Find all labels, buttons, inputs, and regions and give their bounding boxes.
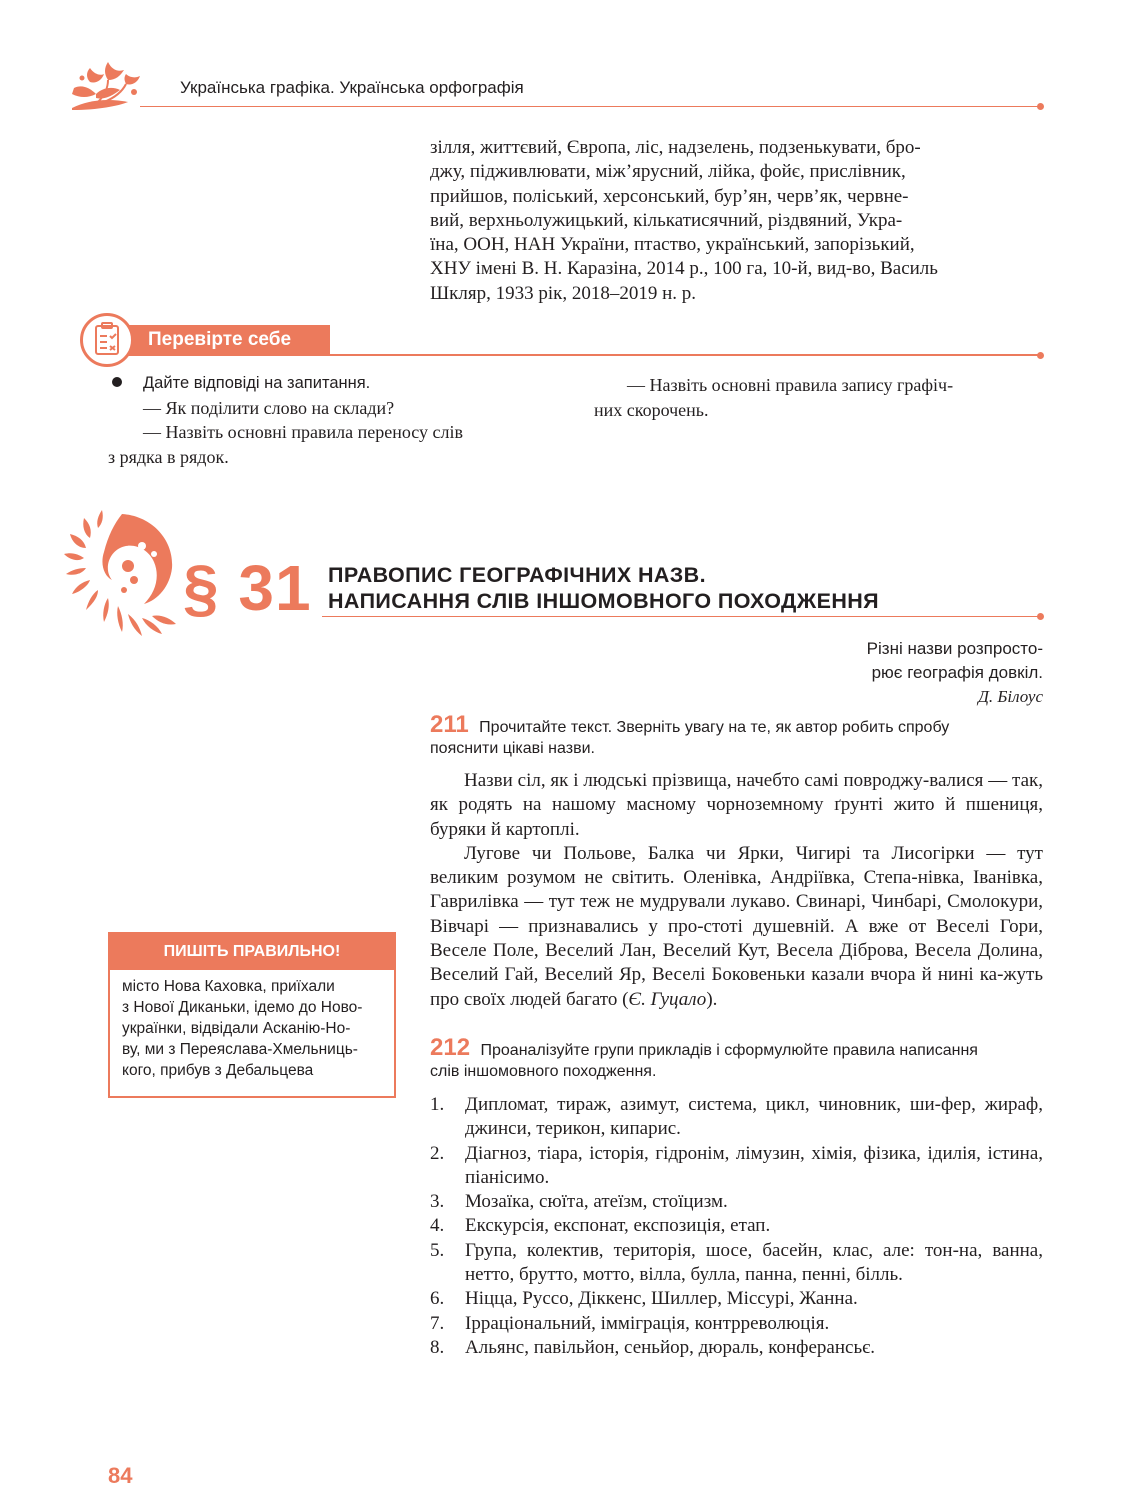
- list-item-text: Діагноз, тіара, історія, гідронім, лімузин, хімія, фізика, ідилія, істина, піанісимо.: [465, 1142, 1043, 1188]
- header-title: Українська графіка. Українська орфографія: [180, 78, 524, 97]
- text-paragraph-2: [430, 842, 1043, 1012]
- instruction-line-2: пояснити цікаві назви.: [430, 740, 595, 757]
- check-rule-dot: [1037, 352, 1044, 359]
- list-item: [430, 1287, 1043, 1311]
- question-3-line-1: — Назвіть основні правила запису графіч-: [627, 375, 954, 395]
- header-flower-ornament: [68, 58, 148, 114]
- header-rule: [140, 106, 1040, 107]
- question-2-line-2: з рядка в рядок.: [108, 446, 229, 467]
- list-item-number: 2.: [430, 1142, 445, 1164]
- instruction-line-1: Прочитайте текст. Зверніть увагу на те, як автор робить спробу: [479, 719, 950, 736]
- write-correctly-line: кого, прибув з Дебальцева: [122, 1062, 314, 1079]
- check-yourself-label: Перевірте себе: [118, 325, 330, 355]
- section-title-rule: [322, 616, 1040, 617]
- epigraph-line-1: Різні назви розпросто-: [866, 639, 1043, 658]
- epigraph: [700, 637, 1043, 709]
- instruction-line-2: слів іншомовного походження.: [430, 1063, 657, 1080]
- list-item-text: Група, колектив, територія, шосе, басейн, клас, але: тон-на, ванна, нетто, брутто, мотто, вілла, булла, панна, пенні, білль.: [465, 1239, 1043, 1286]
- checklist-icon: [83, 316, 131, 364]
- question-3-line-2: них скорочень.: [594, 399, 709, 420]
- text-paragraph-2-body: Лугове чи Польове, Балка чи Ярки, Чигирі та Лисогірки — тут великим розумом не світить. Оленівка, Андріївка, Степа-нівка, Іванівка, Гаврилівка — тут теж не мудрували лукаво. Свинарі, Чинбарі, Смолокури, Вівчарі — признавались у про-стоті душевній. А вже от Веселі Гори, Веселе Поле, Веселий Лан, Веселий Кут, Весела Діброва, Весела Долина, Веселий Гай, Веселий Яр, Веселі Боковеньки казали вчора й нині ка-жуть про своїх людей багато (: [430, 842, 1043, 1010]
- word-list-line: прийшов, поліський, херсонський, бур’ян, черв’як, червне-: [430, 185, 909, 207]
- section-ornament: [62, 506, 182, 641]
- exercise-212-list: [430, 1093, 1043, 1360]
- epigraph-author: Д. Білоус: [978, 687, 1043, 706]
- list-item: [430, 1093, 1043, 1142]
- list-item-number: 1.: [430, 1094, 445, 1115]
- checklist-icon-circle: [80, 313, 134, 367]
- check-yourself-rule: [118, 354, 1043, 356]
- exercise-211-text: [430, 769, 1043, 1012]
- word-list-line: зілля, життєвий, Європа, ліс, надзелень, подзенькувати, бро-: [430, 137, 921, 158]
- questions-right-column: [594, 373, 1044, 422]
- write-correctly-heading: ПИШІТЬ ПРАВИЛЬНО!: [110, 934, 394, 970]
- word-list-line: джу, підживлювати, між’ярусний, лійка, фойє, прислівник,: [430, 161, 906, 183]
- questions-left-column: [108, 371, 560, 469]
- exercise-number: 212: [430, 1034, 471, 1061]
- list-item-text: Ніцца, Руссо, Діккенс, Шиллер, Міссурі, Жанна.: [465, 1288, 858, 1310]
- text-author: Є. Гуцало: [628, 988, 707, 1010]
- write-correctly-line: ву, ми з Переяслава-Хмельниць-: [122, 1041, 358, 1058]
- instruction-line-1: Проаналізуйте групи прикладів і сформулюйте правила написання: [480, 1042, 978, 1059]
- question-1: — Як поділити слово на склади?: [143, 397, 395, 418]
- list-item-text: Ірраціональний, імміграція, контрреволюція.: [465, 1312, 830, 1334]
- word-list-line: їна, ООН, НАН України, птаство, український, запорізький,: [430, 234, 915, 256]
- write-correctly-box: [108, 932, 396, 1098]
- list-item-number: 8.: [430, 1336, 445, 1358]
- section-rule-dot: [1037, 613, 1044, 620]
- exercise-number: 211: [430, 711, 469, 738]
- list-item: [430, 1214, 1043, 1238]
- list-item: [430, 1312, 1043, 1336]
- write-correctly-body: [122, 976, 388, 1081]
- list-item-text: Мозаїка, сюїта, атеїзм, стоїцизм.: [465, 1191, 728, 1213]
- question-2-line-1: — Назвіть основні правила переносу слів: [143, 422, 464, 442]
- exercise-211-instruction: [430, 711, 1043, 759]
- list-item-number: 4.: [430, 1215, 445, 1237]
- header-rule-dot: [1037, 103, 1044, 110]
- write-correctly-line: з Нової Диканьки, ідемо до Ново-: [122, 999, 363, 1016]
- word-list-line: ХНУ імені В. Н. Каразіна, 2014 р., 100 га, 10-й, вид-во, Василь: [430, 258, 938, 280]
- write-correctly-line: місто Нова Каховка, приїхали: [122, 978, 335, 995]
- section-number: § 31: [183, 552, 312, 624]
- write-correctly-line: українки, відвідали Асканію-Но-: [122, 1020, 351, 1037]
- list-item-text: Екскурсія, експонат, експозиція, етап.: [465, 1215, 771, 1237]
- list-item: [430, 1142, 1043, 1191]
- list-item-text: Альянс, павільйон, сеньйор, дюраль, конферансьє.: [465, 1336, 876, 1358]
- questions-intro: Дайте відповіді на запитання.: [143, 374, 371, 392]
- section-title-line-1: ПРАВОПИС ГЕОГРАФІЧНИХ НАЗВ.: [328, 563, 706, 587]
- exercise-212-instruction: [430, 1034, 1043, 1082]
- word-list: [430, 136, 1043, 306]
- epigraph-line-2: рює географія довкіл.: [871, 663, 1043, 682]
- list-item-number: 7.: [430, 1312, 445, 1334]
- word-list-line: Шкляр, 1933 рік, 2018–2019 н. р.: [430, 282, 697, 304]
- list-item-number: 3.: [430, 1191, 445, 1213]
- list-item: [430, 1190, 1043, 1214]
- section-title: [328, 562, 879, 614]
- list-item-text: Дипломат, тираж, азимут, система, цикл, чиновник, ши-фер, жираф, джинси, терикон, кипарис.: [465, 1094, 1043, 1140]
- text-paragraph-1: Назви сіл, як і людські прізвища, начебто самі повроджу-валися — так, як родять на нашому масному чорноземному ґрунті жито й пшениця, буряки й картоплі.: [430, 770, 1043, 840]
- list-item-number: 6.: [430, 1288, 445, 1310]
- section-title-line-2: НАПИСАННЯ СЛІВ ІНШОМОВНОГО ПОХОДЖЕННЯ: [328, 589, 880, 613]
- text-paragraph-2-end: ).: [706, 988, 718, 1010]
- list-item-number: 5.: [430, 1239, 445, 1261]
- word-list-line: вий, верхньолужицький, кількатисячний, різдвяний, Укра-: [430, 209, 903, 231]
- list-item: [430, 1336, 1043, 1360]
- page-number: 84: [108, 1463, 133, 1488]
- list-item: [430, 1239, 1043, 1288]
